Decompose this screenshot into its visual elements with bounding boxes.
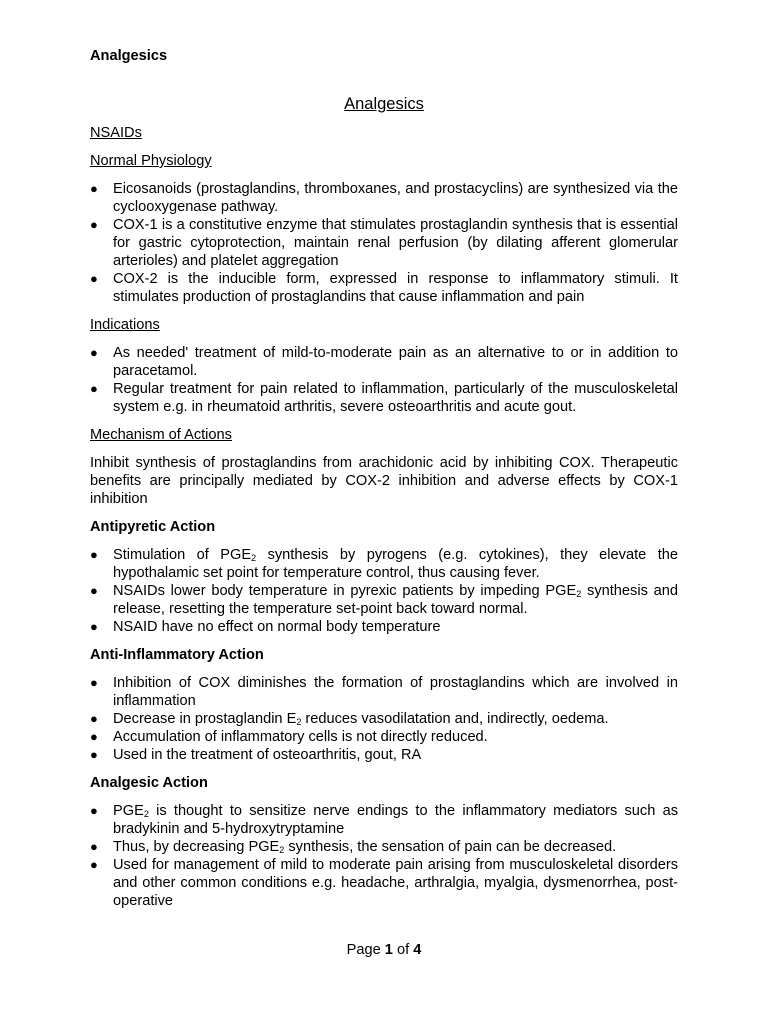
section-heading-normal-physiology: Normal Physiology [90,153,212,169]
section-heading-analgesic: Analgesic Action [90,775,208,791]
bullet-text: Used for management of mild to moderate pain arising from musculoskeletal disorders and other common conditions e.g. headache, arthralgia, myalgia, dysmenorrhea, post-operative [113,857,678,909]
bullet-list-indications [90,344,678,416]
subscript: 2 [251,553,257,563]
bullet-dot-icon: ● [90,675,98,690]
bullet-item [90,582,678,618]
section-paragraph-mechanism: Inhibit synthesis of prostaglandins from arachidonic acid by inhibiting COX. Therapeutic benefits are principally mediated by COX-2 inhibition and adverse effects by COX-1 inhibition [90,455,678,507]
bullet-dot-icon: ● [90,619,98,634]
bullet-dot-icon: ● [90,711,98,726]
bullet-text: NSAID have no effect on normal body temperature [113,619,441,635]
bullet-item [90,618,678,636]
bullet-text: PGE [113,803,144,819]
bullet-text: Eicosanoids (prostaglandins, thromboxanes, and prostacyclins) are synthesized via the cyclooxygenase pathway. [113,181,678,215]
bullet-dot-icon: ● [90,217,98,232]
document-title: Analgesics [344,95,424,113]
bullet-item [90,802,678,838]
section-heading-antipyretic: Antipyretic Action [90,519,216,535]
page-word: Page [346,942,381,958]
section-heading-anti-inflammatory: Anti-Inflammatory Action [90,647,264,663]
subscript: 2 [576,589,582,599]
section-heading-nsaids: NSAIDs [90,125,142,141]
section-heading-indications: Indications [90,317,160,333]
bullet-dot-icon: ● [90,271,98,286]
bullet-text: Thus, by decreasing PGE [113,839,280,855]
bullet-dot-icon: ● [90,181,98,196]
bullet-text: synthesis and release, resetting the temperature set-point back toward normal. [113,583,679,617]
bullet-item [90,838,678,856]
document-body [90,124,678,920]
bullet-dot-icon: ● [90,803,98,818]
bullet-text: reduces vasodilatation and, indirectly, oedema. [301,711,609,727]
total-pages-number: 4 [413,942,422,958]
bullet-text: is thought to sensitize nerve endings to the inflammatory mediators such as bradykinin and 5-hydroxytryptamine [113,803,678,837]
running-header: Analgesics [90,48,168,64]
bullet-text: COX-1 is a constitutive enzyme that stimulates prostaglandin synthesis that is essential for gastric cytoprotection, maintain renal perfusion (by dilating afferent glomerular arterioles) and platelet aggregation [113,217,678,269]
bullet-text: Used in the treatment of osteoarthritis, gout, RA [113,747,422,763]
bullet-list-antipyretic [90,546,678,636]
bullet-text: Accumulation of inflammatory cells is not directly reduced. [113,729,488,745]
bullet-item [90,380,678,416]
bullet-dot-icon: ● [90,839,98,854]
bullet-text: Regular treatment for pain related to inflammation, particularly of the musculoskeletal system e.g. in rheumatoid arthritis, severe osteoarthritis and acute gout. [113,381,678,415]
bullet-item [90,270,678,306]
bullet-list-normal-physiology [90,180,678,306]
bullet-dot-icon: ● [90,857,98,872]
bullet-list-analgesic [90,802,678,910]
subscript: 2 [143,809,149,819]
page-footer [0,941,768,959]
bullet-dot-icon: ● [90,729,98,744]
bullet-item [90,674,678,710]
bullet-text: synthesis, the sensation of pain can be decreased. [284,839,617,855]
bullet-item [90,856,678,910]
bullet-text: Stimulation of PGE [113,547,252,563]
subscript: 2 [296,717,302,727]
bullet-item [90,216,678,270]
bullet-dot-icon: ● [90,583,98,598]
bullet-dot-icon: ● [90,345,98,360]
bullet-text: COX-2 is the inducible form, expressed in response to inflammatory stimuli. It stimulates production of prostaglandins that cause inflammation and pain [113,271,678,305]
bullet-item [90,546,678,582]
bullet-text: NSAIDs lower body temperature in pyrexic patients by impeding PGE [113,583,577,599]
subscript: 2 [279,845,285,855]
current-page-number: 1 [384,942,393,958]
bullet-text: synthesis by pyrogens (e.g. cytokines), they elevate the hypothalamic set point for temperature control, thus causing fever. [113,547,678,581]
bullet-item [90,728,678,746]
bullet-dot-icon: ● [90,381,98,396]
bullet-item [90,710,678,728]
bullet-item [90,746,678,764]
bullet-list-anti-inflammatory [90,674,678,764]
of-word: of [396,942,410,958]
bullet-dot-icon: ● [90,547,98,562]
bullet-item [90,180,678,216]
bullet-text: Inhibition of COX diminishes the formation of prostaglandins which are involved in inflammation [113,675,678,709]
bullet-text: Decrease in prostaglandin E [113,711,297,727]
section-heading-mechanism: Mechanism of Actions [90,427,232,443]
bullet-dot-icon: ● [90,747,98,762]
bullet-text: As needed' treatment of mild-to-moderate pain as an alternative to or in addition to paracetamol. [113,345,678,379]
bullet-item [90,344,678,380]
